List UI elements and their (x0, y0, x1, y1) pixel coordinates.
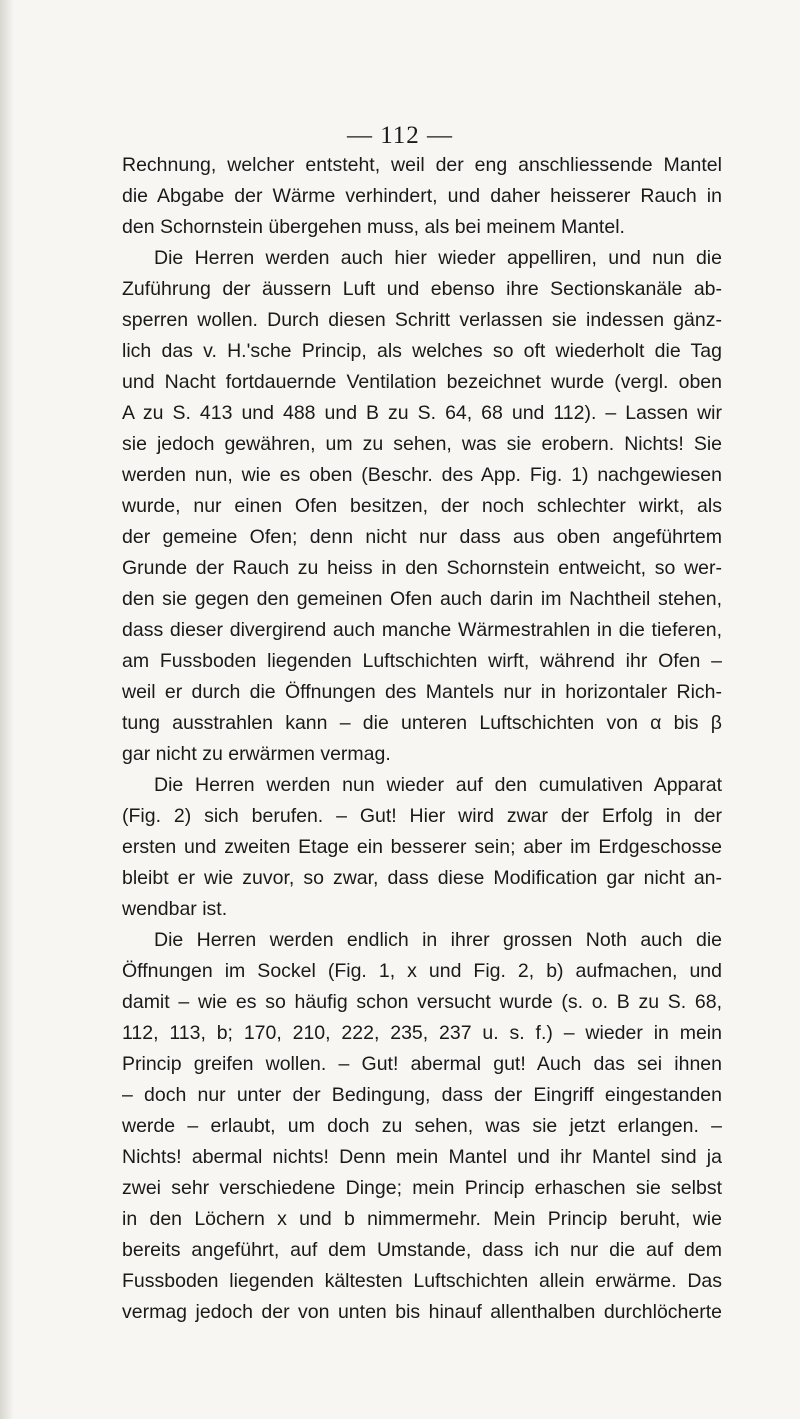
text-line: sperren wollen. Durch diesen Schritt verlassen sie indessen gänz- (122, 309, 722, 331)
text-line: der gemeine Ofen; denn nicht nur dass aus oben angeführtem (122, 526, 722, 548)
text-line: die Abgabe der Wärme verhindert, und daher heisserer Rauch in (122, 185, 722, 207)
text-line: dass dieser divergirend auch manche Wärmestrahlen in die tieferen, (122, 619, 722, 641)
text-line: bereits angeführt, auf dem Umstande, dass ich nur die auf dem (122, 1239, 722, 1261)
text-line: ersten und zweiten Etage ein besserer sein; aber im Erdgeschosse (122, 836, 722, 858)
text-line: Die Herren werden auch hier wieder appelliren, und nun die (154, 247, 722, 269)
text-line: A zu S. 413 und 488 und B zu S. 64, 68 und 112). – Lassen wir (122, 402, 722, 424)
text-line: am Fussboden liegenden Luftschichten wirft, während ihr Ofen – (122, 650, 722, 672)
text-line: – doch nur unter der Bedingung, dass der Eingriff eingestanden (122, 1084, 722, 1106)
text-line: Fussboden liegenden kältesten Luftschichten allein erwärme. Das (122, 1270, 722, 1292)
body-text (122, 150, 722, 1328)
text-line: Öffnungen im Sockel (Fig. 1, x und Fig. 2, b) aufmachen, und (122, 960, 722, 982)
text-line: gar nicht zu erwärmen vermag. (122, 743, 391, 765)
text-line: vermag jedoch der von unten bis hinauf allenthalben durchlöcherte (122, 1301, 722, 1323)
text-line: 112, 113, b; 170, 210, 222, 235, 237 u. s. f.) – wieder in mein (122, 1022, 722, 1044)
text-line: Die Herren werden nun wieder auf den cumulativen Apparat (154, 774, 722, 796)
text-line: und Nacht fortdauernde Ventilation bezeichnet wurde (vergl. oben (122, 371, 722, 393)
page-binding-shadow (0, 0, 14, 1419)
text-line: Zuführung der äussern Luft und ebenso ihre Sectionskanäle ab- (122, 278, 722, 300)
text-line: den Schornstein übergehen muss, als bei meinem Mantel. (122, 216, 625, 238)
text-line: Princip greifen wollen. – Gut! abermal gut! Auch das sei ihnen (122, 1053, 722, 1075)
text-line: lich das v. H.'sche Princip, als welches so oft wiederholt die Tag (122, 340, 722, 362)
text-line: zwei sehr verschiedene Dinge; mein Princip erhaschen sie selbst (122, 1177, 722, 1199)
text-line: Nichts! abermal nichts! Denn mein Mantel und ihr Mantel sind ja (122, 1146, 722, 1168)
text-line: Rechnung, welcher entsteht, weil der eng anschliessende Mantel (122, 154, 722, 176)
text-line: Grunde der Rauch zu heiss in den Schornstein entweicht, so wer- (122, 557, 722, 579)
text-line: sie jedoch gewähren, um zu sehen, was sie erobern. Nichts! Sie (122, 433, 722, 455)
text-line: werde – erlaubt, um doch zu sehen, was sie jetzt erlangen. – (122, 1115, 722, 1137)
text-line: wendbar ist. (122, 898, 228, 920)
text-line: in den Löchern x und b nimmermehr. Mein Princip beruht, wie (122, 1208, 722, 1230)
text-line: tung ausstrahlen kann – die unteren Luftschichten von α bis β (122, 712, 722, 734)
page-number: — 112 — (346, 122, 454, 149)
text-line: (Fig. 2) sich berufen. – Gut! Hier wird zwar der Erfolg in der (122, 805, 722, 827)
text-line: werden nun, wie es oben (Beschr. des App. Fig. 1) nachgewiesen (122, 464, 722, 486)
text-line: damit – wie es so häufig schon versucht wurde (s. o. B zu S. 68, (122, 991, 722, 1013)
text-line: bleibt er wie zuvor, so zwar, dass diese Modification gar nicht an- (122, 867, 722, 889)
text-line: Die Herren werden endlich in ihrer grossen Noth auch die (154, 929, 722, 951)
text-line: den sie gegen den gemeinen Ofen auch darin im Nachtheil stehen, (122, 588, 722, 610)
text-line: weil er durch die Öffnungen des Mantels nur in horizontaler Rich- (122, 681, 722, 703)
text-line: wurde, nur einen Ofen besitzen, der noch schlechter wirkt, als (122, 495, 722, 517)
